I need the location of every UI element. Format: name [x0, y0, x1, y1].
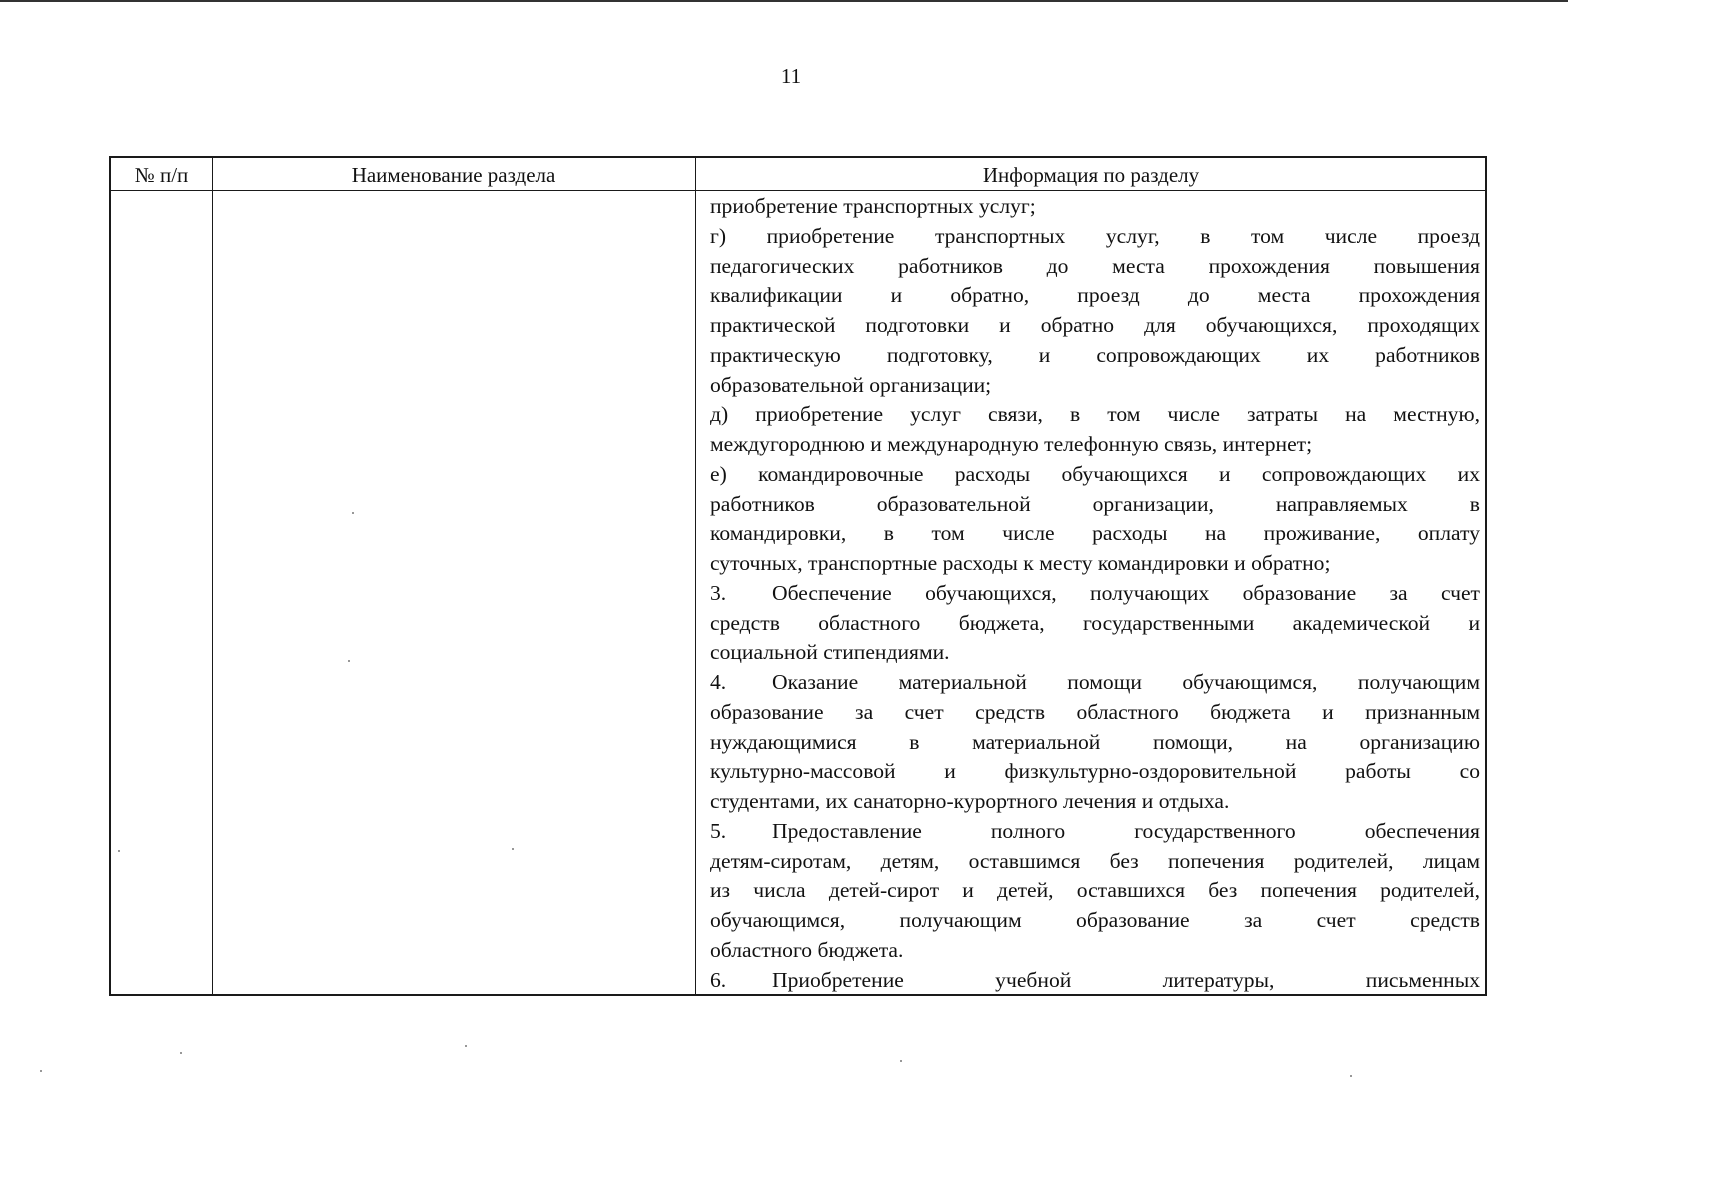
info-line [710, 519, 1480, 549]
info-line [710, 906, 1480, 936]
info-line [710, 252, 1480, 282]
scan-speck [512, 848, 514, 850]
section-info-text [710, 192, 1480, 992]
info-line-text: студентами, их санаторно-курортного лечения и отдыха. [710, 789, 1230, 813]
scan-speck [352, 512, 354, 514]
scan-speck [900, 1060, 902, 1062]
item-number: 3. [710, 580, 727, 605]
info-line-text: Обеспечение обучающихся, получающих образование за счет [772, 580, 1480, 605]
info-line [710, 341, 1480, 371]
info-line [710, 311, 1480, 341]
info-line [710, 549, 1480, 579]
item-number: 6. [710, 967, 727, 992]
info-line [710, 430, 1480, 460]
info-line-text: приобретение транспортных услуг; [710, 194, 1036, 218]
info-line-text: Оказание материальной помощи обучающимся, получающим [772, 670, 1480, 694]
info-line [710, 668, 1480, 698]
header-divider [111, 190, 1485, 191]
info-line [710, 371, 1480, 401]
info-line-text: из числа детей-сирот и детей, оставшихся без попечения родителей, [710, 878, 1480, 903]
info-line-text: д) приобретение услуг связи, в том числе затраты на местную, [710, 402, 1480, 427]
info-line [710, 728, 1480, 758]
info-line [710, 400, 1480, 430]
info-line [710, 936, 1480, 966]
scan-speck [1350, 1075, 1352, 1077]
info-line-text: суточных, транспортные расходы к месту командировки и обратно; [710, 551, 1331, 575]
info-line [710, 281, 1480, 311]
info-line-text: командировки, в том числе расходы на проживание, оплату [710, 521, 1480, 546]
scan-speck [118, 850, 120, 852]
item-number: 4. [710, 670, 727, 694]
info-line-text: практическую подготовку, и сопровождающих их работников [710, 342, 1480, 367]
info-line-text: педагогических работников до места прохождения повышения [710, 253, 1480, 278]
info-line [710, 757, 1480, 787]
info-line [710, 192, 1480, 222]
info-line [710, 787, 1480, 817]
info-line-text: работников образовательной организации, направляемых в [710, 491, 1480, 516]
section-table [109, 156, 1487, 996]
info-line [710, 490, 1480, 520]
info-line-text: образовательной организации; [710, 372, 992, 397]
info-line-text: нуждающимися в материальной помощи, на организацию [710, 729, 1480, 754]
info-line-text: средств областного бюджета, государственными академической и [710, 610, 1480, 635]
info-line-text: междугороднюю и международную телефонную связь, интернет; [710, 432, 1313, 456]
info-line [710, 638, 1480, 668]
info-line-text: образование за счет средств областного бюджета и признанным [710, 699, 1480, 724]
info-line-text: квалификации и обратно, проезд до места прохождения [710, 283, 1480, 308]
scan-speck [465, 1045, 467, 1047]
info-line [710, 698, 1480, 728]
info-line-text: практической подготовки и обратно для обучающихся, проходящих [710, 313, 1480, 337]
scan-speck [180, 1052, 182, 1054]
info-line-text: культурно-массовой и физкультурно-оздоровительной работы со [710, 759, 1480, 784]
info-line-text: детям-сиротам, детям, оставшимся без попечения родителей, лицам [710, 848, 1480, 873]
item-number: 5. [710, 818, 727, 843]
info-line [710, 609, 1480, 639]
scan-top-edge [0, 0, 1568, 2]
info-line-text: г) приобретение транспортных услуг, в том числе проезд [710, 223, 1480, 248]
info-line [710, 817, 1480, 847]
page-number: 11 [780, 64, 802, 88]
header-section-name: Наименование раздела [351, 163, 556, 187]
info-line-text: обучающимся, получающим образование за счет средств [710, 908, 1480, 932]
info-line-text: Приобретение учебной литературы, письменных [772, 967, 1480, 992]
info-line-text: е) командировочные расходы обучающихся и сопровождающих их [710, 461, 1480, 486]
info-line [710, 460, 1480, 490]
scan-speck [40, 1070, 42, 1072]
header-section-info: Информация по разделу [982, 163, 1200, 187]
scan-speck [348, 660, 350, 662]
column-divider-2 [695, 158, 696, 994]
info-line-text: Предоставление полного государственного обеспечения [772, 818, 1480, 843]
column-divider-1 [212, 158, 213, 994]
info-line [710, 847, 1480, 877]
info-line-text: областного бюджета. [710, 937, 904, 962]
info-line [710, 876, 1480, 906]
info-line [710, 222, 1480, 252]
info-line [710, 966, 1480, 993]
header-number: № п/п [134, 163, 189, 187]
info-line [710, 579, 1480, 609]
info-line-text: социальной стипендиями. [710, 640, 950, 665]
